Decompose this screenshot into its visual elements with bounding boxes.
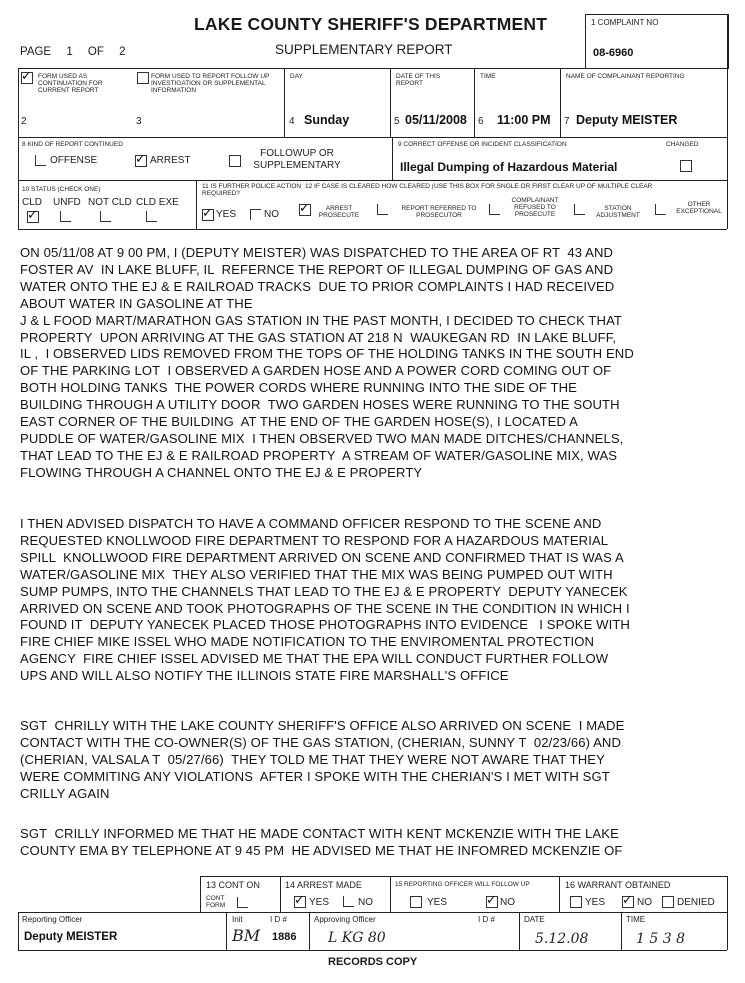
warrant-yes-checkbox[interactable] bbox=[570, 896, 582, 908]
approval-date-label: DATE bbox=[524, 915, 545, 924]
approving-id-label: I D # bbox=[478, 915, 495, 924]
arrest-label: ARREST bbox=[150, 155, 191, 166]
status-option-unfd: UNFD bbox=[53, 197, 81, 208]
complaint-no-label: 1 COMPLAINT NO bbox=[591, 18, 659, 27]
warrant-obtained-label: 16 WARRANT OBTAINED bbox=[565, 880, 671, 890]
page-total: 2 bbox=[119, 46, 126, 58]
complainant-label: NAME OF COMPLAINANT REPORTING bbox=[566, 73, 685, 80]
of-label: OF bbox=[87, 46, 104, 58]
status-label: 10 STATUS (CHECK ONE) bbox=[22, 186, 101, 193]
time-label: TIME bbox=[480, 73, 496, 80]
reporting-officer-value: Deputy MEISTER bbox=[24, 931, 118, 943]
officer-id-label: I D # bbox=[270, 915, 287, 924]
changed-label: CHANGED bbox=[666, 141, 699, 148]
followup-no-label: NO bbox=[500, 897, 515, 908]
police-action-label: 11 IS FURTHER POLICE ACTION REQUIRED? bbox=[202, 183, 302, 197]
officer-initials: BM bbox=[232, 926, 261, 945]
init-label: Init bbox=[232, 915, 243, 924]
followup-yes-checkbox[interactable] bbox=[410, 896, 422, 908]
status-not-cld-checkbox[interactable] bbox=[100, 211, 111, 222]
warrant-yes-label: YES bbox=[585, 897, 606, 908]
cleared-station-label: STATION ADJUSTMENT bbox=[596, 205, 640, 219]
followup-form-label: FORM USED TO REPORT FOLLOW UP INVESTIGATION OR SUPPLEMENTAL INFORMATION bbox=[151, 73, 270, 94]
status-cld-exe-checkbox[interactable] bbox=[146, 211, 157, 222]
field-3: 3 bbox=[136, 116, 142, 127]
police-action-yes-checkbox[interactable]: ✓ bbox=[202, 205, 213, 220]
approval-time-label: TIME bbox=[626, 915, 646, 924]
status-unfd-checkbox[interactable] bbox=[60, 211, 71, 222]
status-option-cld-exe: CLD EXE bbox=[136, 197, 179, 208]
police-action-no-label: NO bbox=[264, 209, 279, 220]
status-option-cld: CLD bbox=[22, 197, 43, 208]
changed-checkbox[interactable] bbox=[680, 160, 692, 172]
cleared-referred-checkbox[interactable] bbox=[377, 204, 388, 215]
cleared-refused-label: COMPLAINANT REFUSED TO PROSECUTE bbox=[511, 197, 559, 218]
officer-id-value: 1886 bbox=[272, 931, 297, 943]
complaint-no-value: 08-6960 bbox=[593, 47, 634, 59]
date-label: DATE OF THIS REPORT bbox=[396, 73, 441, 87]
classification-value: Illegal Dumping of Hazardous Material bbox=[400, 160, 618, 174]
offense-label: OFFENSE bbox=[50, 155, 98, 166]
followup-supplementary-checkbox[interactable] bbox=[229, 155, 241, 167]
field-6: 6 bbox=[478, 116, 484, 127]
cleared-station-checkbox[interactable] bbox=[574, 204, 585, 215]
narrative-paragraph-1: ON 05/11/08 AT 9 00 PM, I (DEPUTY MEISTER) WAS DISPATCHED TO THE AREA OF RT 43 AND FOSTER AV IN LAKE BLUFF, IL REFERNCE THE REPORT OF ILLEGAL DUMPING OF GAS AND WATER ONTO THE EJ & E RAILROAD TRACKS DUE TO PRIOR COMPLAINTS I HAD RECEIVED ABOUT WATER IN GASOLINE AT THE J & L FOOD MART/MARATHON GAS STATION IN THE PAST MONTH, I DECIDED TO CHECK THAT PROPERTY UPON ARRIVING AT THE GAS STATION AT 218 N WAUKEGAN RD IN LAKE BLUFF, IL , I OBSERVED LIDS REMOVED FROM THE TOPS OF THE HOLDING TANKS IN THE SOUTH END OF THE PARKING LOT I OBSERVED A GARDEN HOSE AND A POWER CORD COMING OUT OF BOTH HOLDING TANKS THE POWER CORDS WHERE RUNNING INTO THE SIDE OF THE BUILDING THROUGH A UTILITY DOOR TWO GARDEN HOSES WERE RUNNING TO THE SOUTH EAST CORNER OF THE BUILDING AT THE END OF THE GARDEN HOSE(S), I LOCATED A PUDDLE OF WATER/GASOLINE MIX I THEN OBSERVED TWO MAN MADE DITCHES/CHANNELS, THAT LEAD TO THE EJ & E RAILROAD PROPERTY A STREAM OF WATER/GASOLINE MIX, WAS FLOWING THROUGH A CHANNEL ONTO THE EJ & E PROPERTY bbox=[20, 245, 634, 480]
cont-form-checkbox[interactable] bbox=[237, 897, 248, 908]
classification-label: 9 CORRECT OFFENSE OR INCIDENT CLASSIFICATION bbox=[398, 141, 567, 148]
offense-checkbox[interactable] bbox=[35, 155, 46, 166]
cleared-arrest-label: ARREST PROSECUTE bbox=[318, 205, 360, 219]
narrative-paragraph-3: SGT CHRILLY WITH THE LAKE COUNTY SHERIFF'S OFFICE ALSO ARRIVED ON SCENE I MADE CONTACT WITH THE CO-OWNER(S) OF THE GAS STATION, (CHERIAN, SUNNY T 02/23/66) AND (CHERIAN, VALSALA T 05/27/66) THEY TOLD ME THAT THEY WERE NOT AWARE THAT THEY WERE COMMITING ANY VIOLATIONS AFTER I SPOKE WITH THE CHERIAN'S I MET WITH SGT CRILLY AGAIN bbox=[20, 718, 625, 801]
narrative-paragraph-2: I THEN ADVISED DISPATCH TO HAVE A COMMAND OFFICER RESPOND TO THE SCENE AND REQUESTED KNOLLWOOD FIRE DEPARTMENT TO RESPOND FOR A HAZARDOUS MATERIAL SPILL KNOLLWOOD FIRE DEPARTMENT ARRIVED ON SCENE AND CONFIRMED THAT IS WAS A WATER/GASOLINE MIX THEY ALSO VERIFIED THAT THE MIX WAS BEING PUMPED OUT WITH SUMP PUMPS, INTO THE CHANNELS THAT LEAD TO THE EJ & E PROPERTY DEPUTY YANECEK ARRIVED ON SCENE AND TOOK PHOTOGRAPHS OF THE SCENE IN THE CONDITION IN WHICH I FOUND IT DEPUTY YANECEK PLACED THOSE PHOTOGRAPHS INTO EVIDENCE I SPOKE WITH FIRE CHIEF MIKE ISSEL WHO MADE NOTIFICATION TO THE ENVIROMENTAL PROTECTION AGENCY FIRE CHIEF ISSEL ADVISED ME THAT THE EPA WILL CONDUCT FURTHER FOLLOW UPS AND WILL ALSO NOTIFY THE ILLINOIS STATE FIRE MARSHALL'S OFFICE bbox=[20, 516, 630, 684]
reporting-officer-label: Reporting Officer bbox=[22, 915, 83, 924]
continuation-form-checkbox[interactable]: ✓ bbox=[21, 68, 32, 83]
report-type-title: SUPPLEMENTARY REPORT bbox=[275, 42, 453, 57]
cleared-refused-checkbox[interactable] bbox=[489, 204, 500, 215]
page-label: PAGE bbox=[20, 46, 52, 58]
cont-form-label: CONT FORM bbox=[206, 895, 226, 909]
arrest-checkbox[interactable]: ✓ bbox=[135, 151, 146, 166]
arrest-made-label: 14 ARREST MADE bbox=[285, 880, 362, 890]
cleared-other-checkbox[interactable] bbox=[655, 204, 666, 215]
status-option-not-cld: NOT CLD bbox=[88, 197, 132, 208]
kind-of-report-label: 8 KIND OF REPORT CONTINUED bbox=[22, 141, 123, 148]
how-cleared-label: 12 IF CASE IS CLEARED HOW CLEARED (USE THIS BOX FOR SNGLE OR FIRST CLEAR UP OF MULTIPLE CLEAR bbox=[305, 183, 653, 190]
cleared-arrest-checkbox[interactable]: ✓ bbox=[299, 200, 310, 215]
page-number: 1 bbox=[66, 46, 73, 58]
approval-time-handwritten: 1 5 3 8 bbox=[636, 931, 685, 947]
followup-no-checkbox[interactable]: ✓ bbox=[486, 892, 497, 907]
page-indicator bbox=[20, 46, 126, 58]
cleared-referred-label: REPORT REFERRED TO PROSECUTOR bbox=[401, 205, 477, 219]
field-5: 5 bbox=[394, 116, 400, 127]
field-7: 7 bbox=[564, 116, 570, 127]
continuation-form-label: FORM USED AS CONTINUATION FOR CURRENT REPORT bbox=[38, 73, 103, 94]
report-time-value: 11:00 PM bbox=[497, 113, 551, 127]
warrant-no-checkbox[interactable]: ✓ bbox=[622, 892, 633, 907]
officer-followup-label: 15 REPORTING OFFICER WILL FOLLOW UP bbox=[395, 881, 530, 888]
followup-yes-label: YES bbox=[427, 897, 448, 908]
arrest-made-no-checkbox[interactable] bbox=[343, 896, 354, 907]
arrest-made-yes-checkbox[interactable]: ✓ bbox=[294, 892, 305, 907]
department-title: LAKE COUNTY SHERIFF'S DEPARTMENT bbox=[194, 14, 548, 34]
followup-form-checkbox[interactable] bbox=[137, 72, 149, 84]
police-action-no-checkbox[interactable] bbox=[250, 209, 261, 220]
warrant-denied-checkbox[interactable] bbox=[662, 896, 674, 908]
day-value: Sunday bbox=[304, 113, 350, 127]
approving-officer-signature: L KG 80 bbox=[328, 930, 386, 946]
cont-on-label: 13 CONT ON bbox=[206, 880, 260, 890]
warrant-denied-label: DENIED bbox=[677, 897, 715, 908]
records-copy-label: RECORDS COPY bbox=[328, 956, 418, 968]
arrest-made-no-label: NO bbox=[358, 897, 373, 908]
warrant-no-label: NO bbox=[637, 897, 652, 908]
followup-supplementary-label: FOLLOWUP OR SUPPLEMENTARY bbox=[253, 148, 341, 171]
complainant-value: Deputy MEISTER bbox=[576, 113, 678, 127]
field-2: 2 bbox=[21, 116, 27, 127]
police-action-yes-label: YES bbox=[216, 209, 237, 220]
approval-date-handwritten: 5.12.08 bbox=[535, 931, 589, 947]
status-cld-checkbox[interactable]: ✓ bbox=[27, 207, 38, 222]
arrest-made-yes-label: YES bbox=[309, 897, 330, 908]
approving-officer-label: Approving Officer bbox=[314, 915, 376, 924]
day-label: DAY bbox=[290, 73, 303, 80]
narrative-paragraph-4: SGT CRILLY INFORMED ME THAT HE MADE CONTACT WITH KENT MCKENZIE WITH THE LAKE COUNTY EMA BY TELEPHONE AT 9 45 PM HE ADVISED ME THAT HE INFOMRED MCKENZIE OF bbox=[20, 826, 623, 858]
field-4: 4 bbox=[289, 116, 295, 127]
cleared-other-label: OTHER EXCEPTIONAL bbox=[676, 201, 722, 215]
report-date-value: 05/11/2008 bbox=[405, 113, 467, 127]
